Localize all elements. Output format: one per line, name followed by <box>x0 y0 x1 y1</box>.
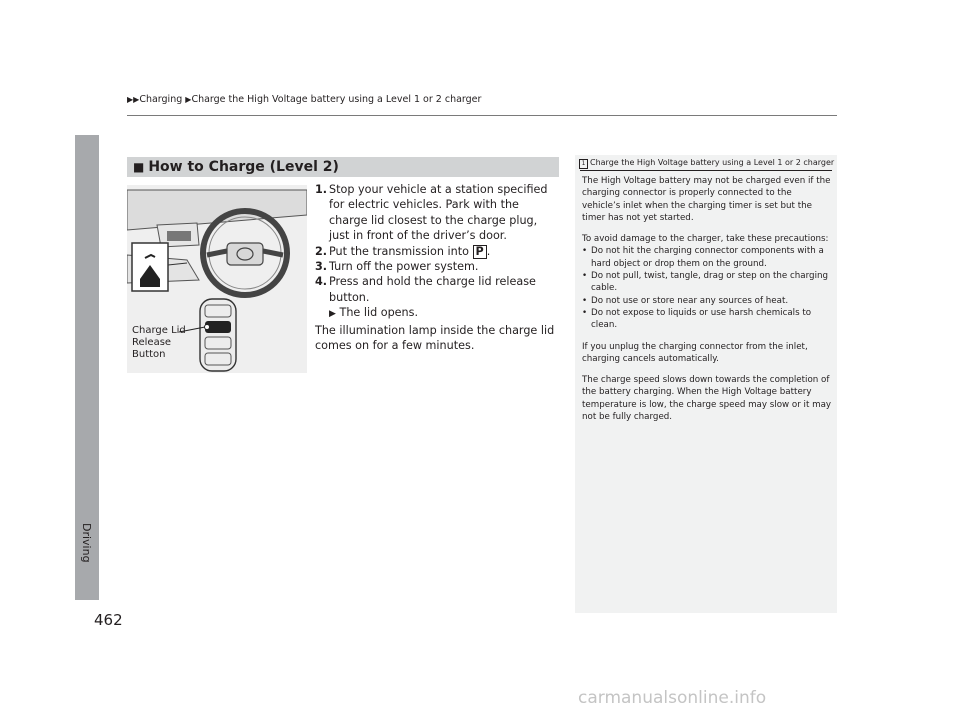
breadcrumb-item-current: Charge the High Voltage battery using a Level 1 or 2 charger <box>191 94 482 105</box>
breadcrumb-arrow-icon: ▶▶ <box>127 95 140 104</box>
side-note-body <box>582 175 832 432</box>
result-arrow-icon: ▶ <box>329 309 336 320</box>
instruction-steps <box>315 182 555 353</box>
note-paragraph: The charge speed slows down towards the completion of the battery charging. When the High Voltage battery temperature is low, the charge speed may slow or it may not be fully charged. <box>582 375 832 423</box>
breadcrumb <box>127 94 481 105</box>
section-marker-icon: ■ <box>133 160 145 174</box>
breadcrumb-arrow-icon: ▶ <box>185 95 192 104</box>
page-number: 462 <box>94 611 123 629</box>
step-2: 2. Put the transmission into P . <box>315 244 491 258</box>
precautions-list <box>582 245 832 331</box>
figure-callout-label: Charge Lid Release Button <box>132 325 186 360</box>
step-3: 3. Turn off the power system. <box>315 260 479 274</box>
note-paragraph: The High Voltage battery may not be charged even if the charging connector is properly connected to the vehicle’s inlet when the charging timer is set but the timer has not yet started. <box>582 176 831 223</box>
chapter-tab-label[interactable]: Driving <box>80 523 93 563</box>
additional-info: The illumination lamp inside the charge lid comes on for a few minutes. <box>315 323 555 353</box>
park-position-key-icon: P <box>473 245 487 259</box>
note-paragraph: To avoid damage to the charger, take these precautions: <box>582 234 829 245</box>
reference-icon: 1 <box>579 159 588 169</box>
section-title: ■ How to Charge (Level 2) <box>133 159 339 175</box>
list-item: • Do not hit the charging connector components with a hard object or drop them on the ground. <box>582 245 832 270</box>
step-result: ▶ The lid opens. <box>329 306 419 320</box>
side-note-divider <box>580 170 832 171</box>
watermark: carmanualsonline.info <box>578 688 767 708</box>
step-4: 4. Press and hold the charge lid release button. <box>315 275 536 304</box>
side-note-heading: 1 Charge the High Voltage battery using a Level 1 or 2 charger <box>579 158 834 169</box>
list-item: • Do not pull, twist, tangle, drag or step on the charging cable. <box>582 270 832 295</box>
list-item: • Do not use or store near any sources of heat. <box>582 295 832 307</box>
list-item: • Do not expose to liquids or use harsh chemicals to clean. <box>582 307 832 332</box>
breadcrumb-item-charging[interactable]: Charging <box>139 94 183 105</box>
step-1: 1. Stop your vehicle at a station specified for electric vehicles. Park with the charge lid closest to the charge plug, just in front of the driver’s door. <box>315 183 548 243</box>
header-divider <box>127 115 837 116</box>
note-paragraph: If you unplug the charging connector from the inlet, charging cancels automatically. <box>582 341 808 364</box>
